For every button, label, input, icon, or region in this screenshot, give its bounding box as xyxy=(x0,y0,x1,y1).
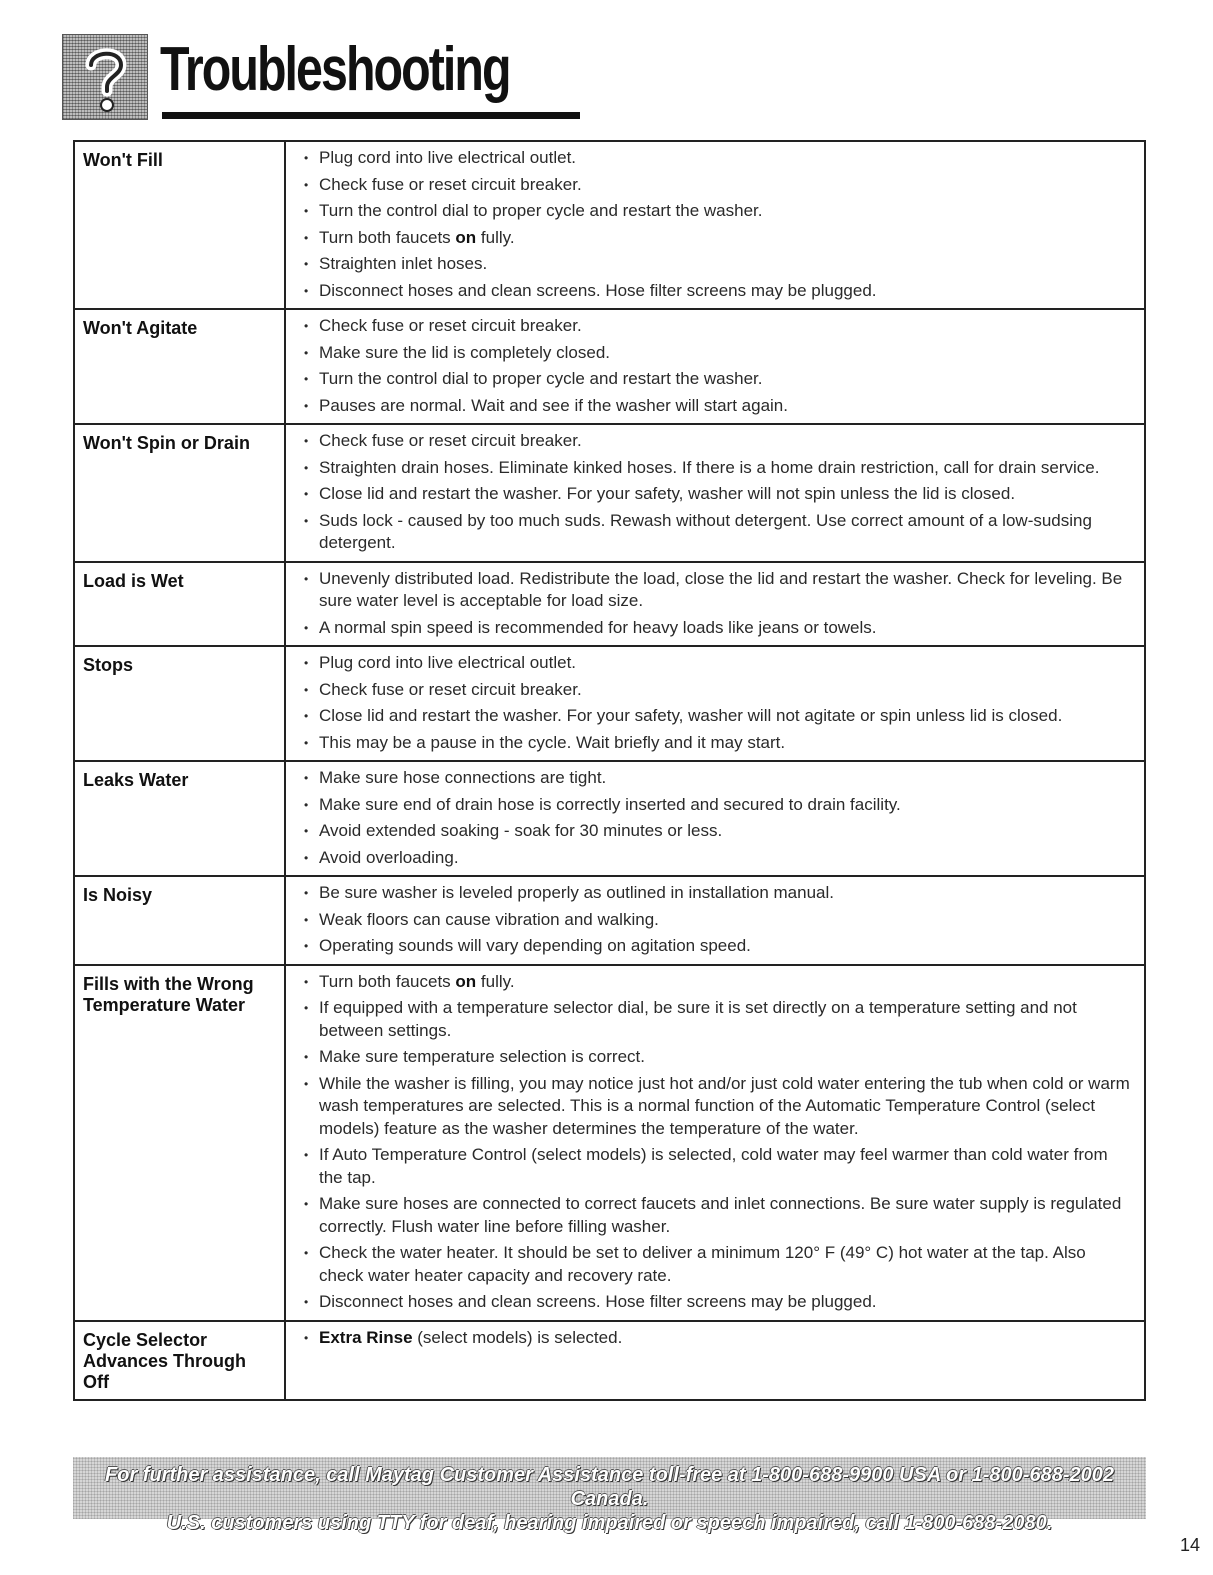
solution-text: Be sure washer is leveled properly as outlined in installation manual. xyxy=(319,883,835,902)
solution-item xyxy=(301,1291,1134,1314)
solution-item xyxy=(301,971,1134,994)
solution-item xyxy=(301,174,1134,197)
solution-text: Check fuse or reset circuit breaker. xyxy=(319,174,582,194)
solution-item xyxy=(301,1046,1134,1069)
solution-text: Weak floors can cause vibration and walking. xyxy=(319,909,659,929)
solution-item xyxy=(301,732,1134,755)
solution-item xyxy=(301,568,1134,613)
solution-list xyxy=(301,767,1134,869)
page-title: Troubleshooting xyxy=(160,35,510,104)
solution-item xyxy=(301,227,1134,250)
solution-item xyxy=(301,1327,1134,1350)
solution-list xyxy=(301,315,1134,417)
solution-text: Make sure temperature selection is correct. xyxy=(319,1047,645,1066)
solution-item xyxy=(301,1242,1134,1287)
solution-item xyxy=(301,794,1134,817)
trouble-row xyxy=(74,562,1145,647)
solution-item xyxy=(301,847,1134,870)
troubleshooting-table xyxy=(73,140,1146,1401)
problem-label: Load is Wet xyxy=(74,562,285,647)
solution-item xyxy=(301,767,1134,790)
solution-list xyxy=(301,1327,1134,1350)
trouble-row xyxy=(74,965,1145,1321)
solution-text: fully. xyxy=(476,227,515,247)
solutions-cell xyxy=(285,309,1145,424)
solution-text: Plug cord into live electrical outlet. xyxy=(319,148,577,167)
solution-item xyxy=(301,510,1134,555)
solution-text: Pauses are normal. Wait and see if the washer will start again. xyxy=(319,395,788,415)
solution-list xyxy=(301,882,1134,958)
assistance-line-1: For further assistance, call Maytag Customer Assistance toll-free at 1-800-688-9900 USA or 1-800-688-2002 Canada. xyxy=(105,1464,1114,1510)
trouble-row xyxy=(74,309,1145,424)
solution-item xyxy=(301,147,1134,170)
solutions-cell xyxy=(285,424,1145,562)
solution-text: Check fuse or reset circuit breaker. xyxy=(319,316,582,335)
solution-item xyxy=(301,457,1134,480)
troubleshooting-table-body xyxy=(74,141,1145,1400)
solution-item xyxy=(301,1193,1134,1238)
problem-label: Fills with the Wrong Temperature Water xyxy=(74,965,285,1321)
problem-label: Won't Fill xyxy=(74,141,285,309)
solution-text: Disconnect hoses and clean screens. Hose filter screens may be plugged. xyxy=(319,280,877,300)
solution-list xyxy=(301,971,1134,1314)
solution-text: Check fuse or reset circuit breaker. xyxy=(319,679,582,699)
problem-label: Won't Agitate xyxy=(74,309,285,424)
solution-item xyxy=(301,935,1134,958)
solution-text: Suds lock - caused by too much suds. Rewash without detergent. Use correct amount of a low-sudsing detergent. xyxy=(319,510,1092,552)
solution-item xyxy=(301,705,1134,728)
trouble-row xyxy=(74,876,1145,965)
assistance-banner xyxy=(73,1457,1146,1534)
solution-text: If equipped with a temperature selector dial, be sure it is set directly on a temperature setting and not between settings. xyxy=(319,998,1077,1040)
solutions-cell xyxy=(285,1321,1145,1400)
problem-label: Stops xyxy=(74,646,285,761)
solution-text: Straighten drain hoses. Eliminate kinked hoses. If there is a home drain restriction, call for drain service. xyxy=(319,457,1100,477)
solution-text: Turn both faucets xyxy=(319,227,456,247)
solution-list xyxy=(301,147,1134,302)
solution-item xyxy=(301,342,1134,365)
problem-label: Cycle Selector Advances Through Off xyxy=(74,1321,285,1400)
solution-text: Unevenly distributed load. Redistribute the load, close the lid and restart the washer. Check for leveling. Be sure water level is acceptable for load size. xyxy=(319,568,1123,610)
solution-text: Avoid overloading. xyxy=(319,847,459,867)
solution-item xyxy=(301,652,1134,675)
solution-text: Plug cord into live electrical outlet. xyxy=(319,653,577,672)
solution-list xyxy=(301,430,1134,555)
solution-text: Disconnect hoses and clean screens. Hose filter screens may be plugged. xyxy=(319,1292,877,1311)
solutions-cell xyxy=(285,965,1145,1321)
solution-text: If Auto Temperature Control (select models) is selected, cold water may feel warmer than cold water from the tap. xyxy=(319,1145,1108,1187)
solution-item xyxy=(301,617,1134,640)
solution-text: Make sure hose connections are tight. xyxy=(319,768,607,787)
solution-item xyxy=(301,395,1134,418)
solution-text: While the washer is filling, you may notice just hot and/or just cold water entering the tub when cold or warm wash temperatures are selected. This is a normal function of the Automatic Temperature Control (select models) feature as the washer determines the temperature of the water. xyxy=(319,1073,1130,1138)
trouble-row xyxy=(74,1321,1145,1400)
solution-text: Make sure hoses are connected to correct faucets and inlet connections. Be sure water supply is regulated correctly. Flush water line before filling washer. xyxy=(319,1194,1122,1236)
solution-item xyxy=(301,882,1134,905)
solutions-cell xyxy=(285,646,1145,761)
solutions-cell xyxy=(285,141,1145,309)
solution-text: fully. xyxy=(476,971,515,991)
problem-label: Won't Spin or Drain xyxy=(74,424,285,562)
trouble-row xyxy=(74,646,1145,761)
solution-text: This may be a pause in the cycle. Wait briefly and it may start. xyxy=(319,732,786,752)
solution-text: Turn the control dial to proper cycle and restart the washer. xyxy=(319,201,763,220)
problem-label: Leaks Water xyxy=(74,761,285,876)
solution-list xyxy=(301,652,1134,754)
solution-item xyxy=(301,315,1134,338)
trouble-row xyxy=(74,424,1145,562)
assistance-line-2: U.S. customers using TTY for deaf, hearing impaired or speech impaired, call 1-800-688-2080. xyxy=(166,1512,1053,1534)
page-header xyxy=(62,28,662,128)
solution-item xyxy=(301,909,1134,932)
solutions-cell xyxy=(285,876,1145,965)
question-mark-icon xyxy=(62,34,148,120)
title-underline xyxy=(162,112,580,119)
problem-label: Is Noisy xyxy=(74,876,285,965)
solution-text: Avoid extended soaking - soak for 30 minutes or less. xyxy=(319,821,723,840)
solution-text: (select models) is selected. xyxy=(412,1327,623,1347)
solution-emphasis: on xyxy=(455,227,477,247)
solution-text: Check the water heater. It should be set to deliver a minimum 120° F (49° C) hot water at the tap. Also check water heater capacity and recovery rate. xyxy=(319,1243,1086,1285)
solution-item xyxy=(301,679,1134,702)
trouble-row xyxy=(74,141,1145,309)
solution-emphasis: on xyxy=(455,971,477,991)
solution-text: A normal spin speed is recommended for heavy loads like jeans or towels. xyxy=(319,617,877,637)
solution-text: Close lid and restart the washer. For your safety, washer will not agitate or spin unless lid is closed. xyxy=(319,706,1063,725)
solutions-cell xyxy=(285,562,1145,647)
solution-item xyxy=(301,200,1134,223)
solution-text: Make sure end of drain hose is correctly inserted and secured to drain facility. xyxy=(319,794,901,814)
solution-text: Straighten inlet hoses. xyxy=(319,254,488,273)
page-number: 14 xyxy=(1180,1535,1201,1555)
solution-item xyxy=(301,1144,1134,1189)
solution-item xyxy=(301,820,1134,843)
solution-item xyxy=(301,280,1134,303)
solution-item xyxy=(301,1073,1134,1141)
solution-text: Operating sounds will vary depending on agitation speed. xyxy=(319,936,751,955)
solution-text: Make sure the lid is completely closed. xyxy=(319,342,611,362)
solution-item xyxy=(301,368,1134,391)
solution-list xyxy=(301,568,1134,640)
solutions-cell xyxy=(285,761,1145,876)
solution-text: Check fuse or reset circuit breaker. xyxy=(319,431,582,450)
solution-text: Close lid and restart the washer. For your safety, washer will not spin unless the lid is closed. xyxy=(319,484,1016,503)
solution-item xyxy=(301,997,1134,1042)
question-mark-glyph xyxy=(63,35,149,121)
trouble-row xyxy=(74,761,1145,876)
solution-item xyxy=(301,253,1134,276)
solution-text: Turn both faucets xyxy=(319,971,456,991)
solution-item xyxy=(301,483,1134,506)
solution-item xyxy=(301,430,1134,453)
solution-emphasis: Extra Rinse xyxy=(319,1327,413,1347)
solution-text: Turn the control dial to proper cycle and restart the washer. xyxy=(319,369,763,388)
